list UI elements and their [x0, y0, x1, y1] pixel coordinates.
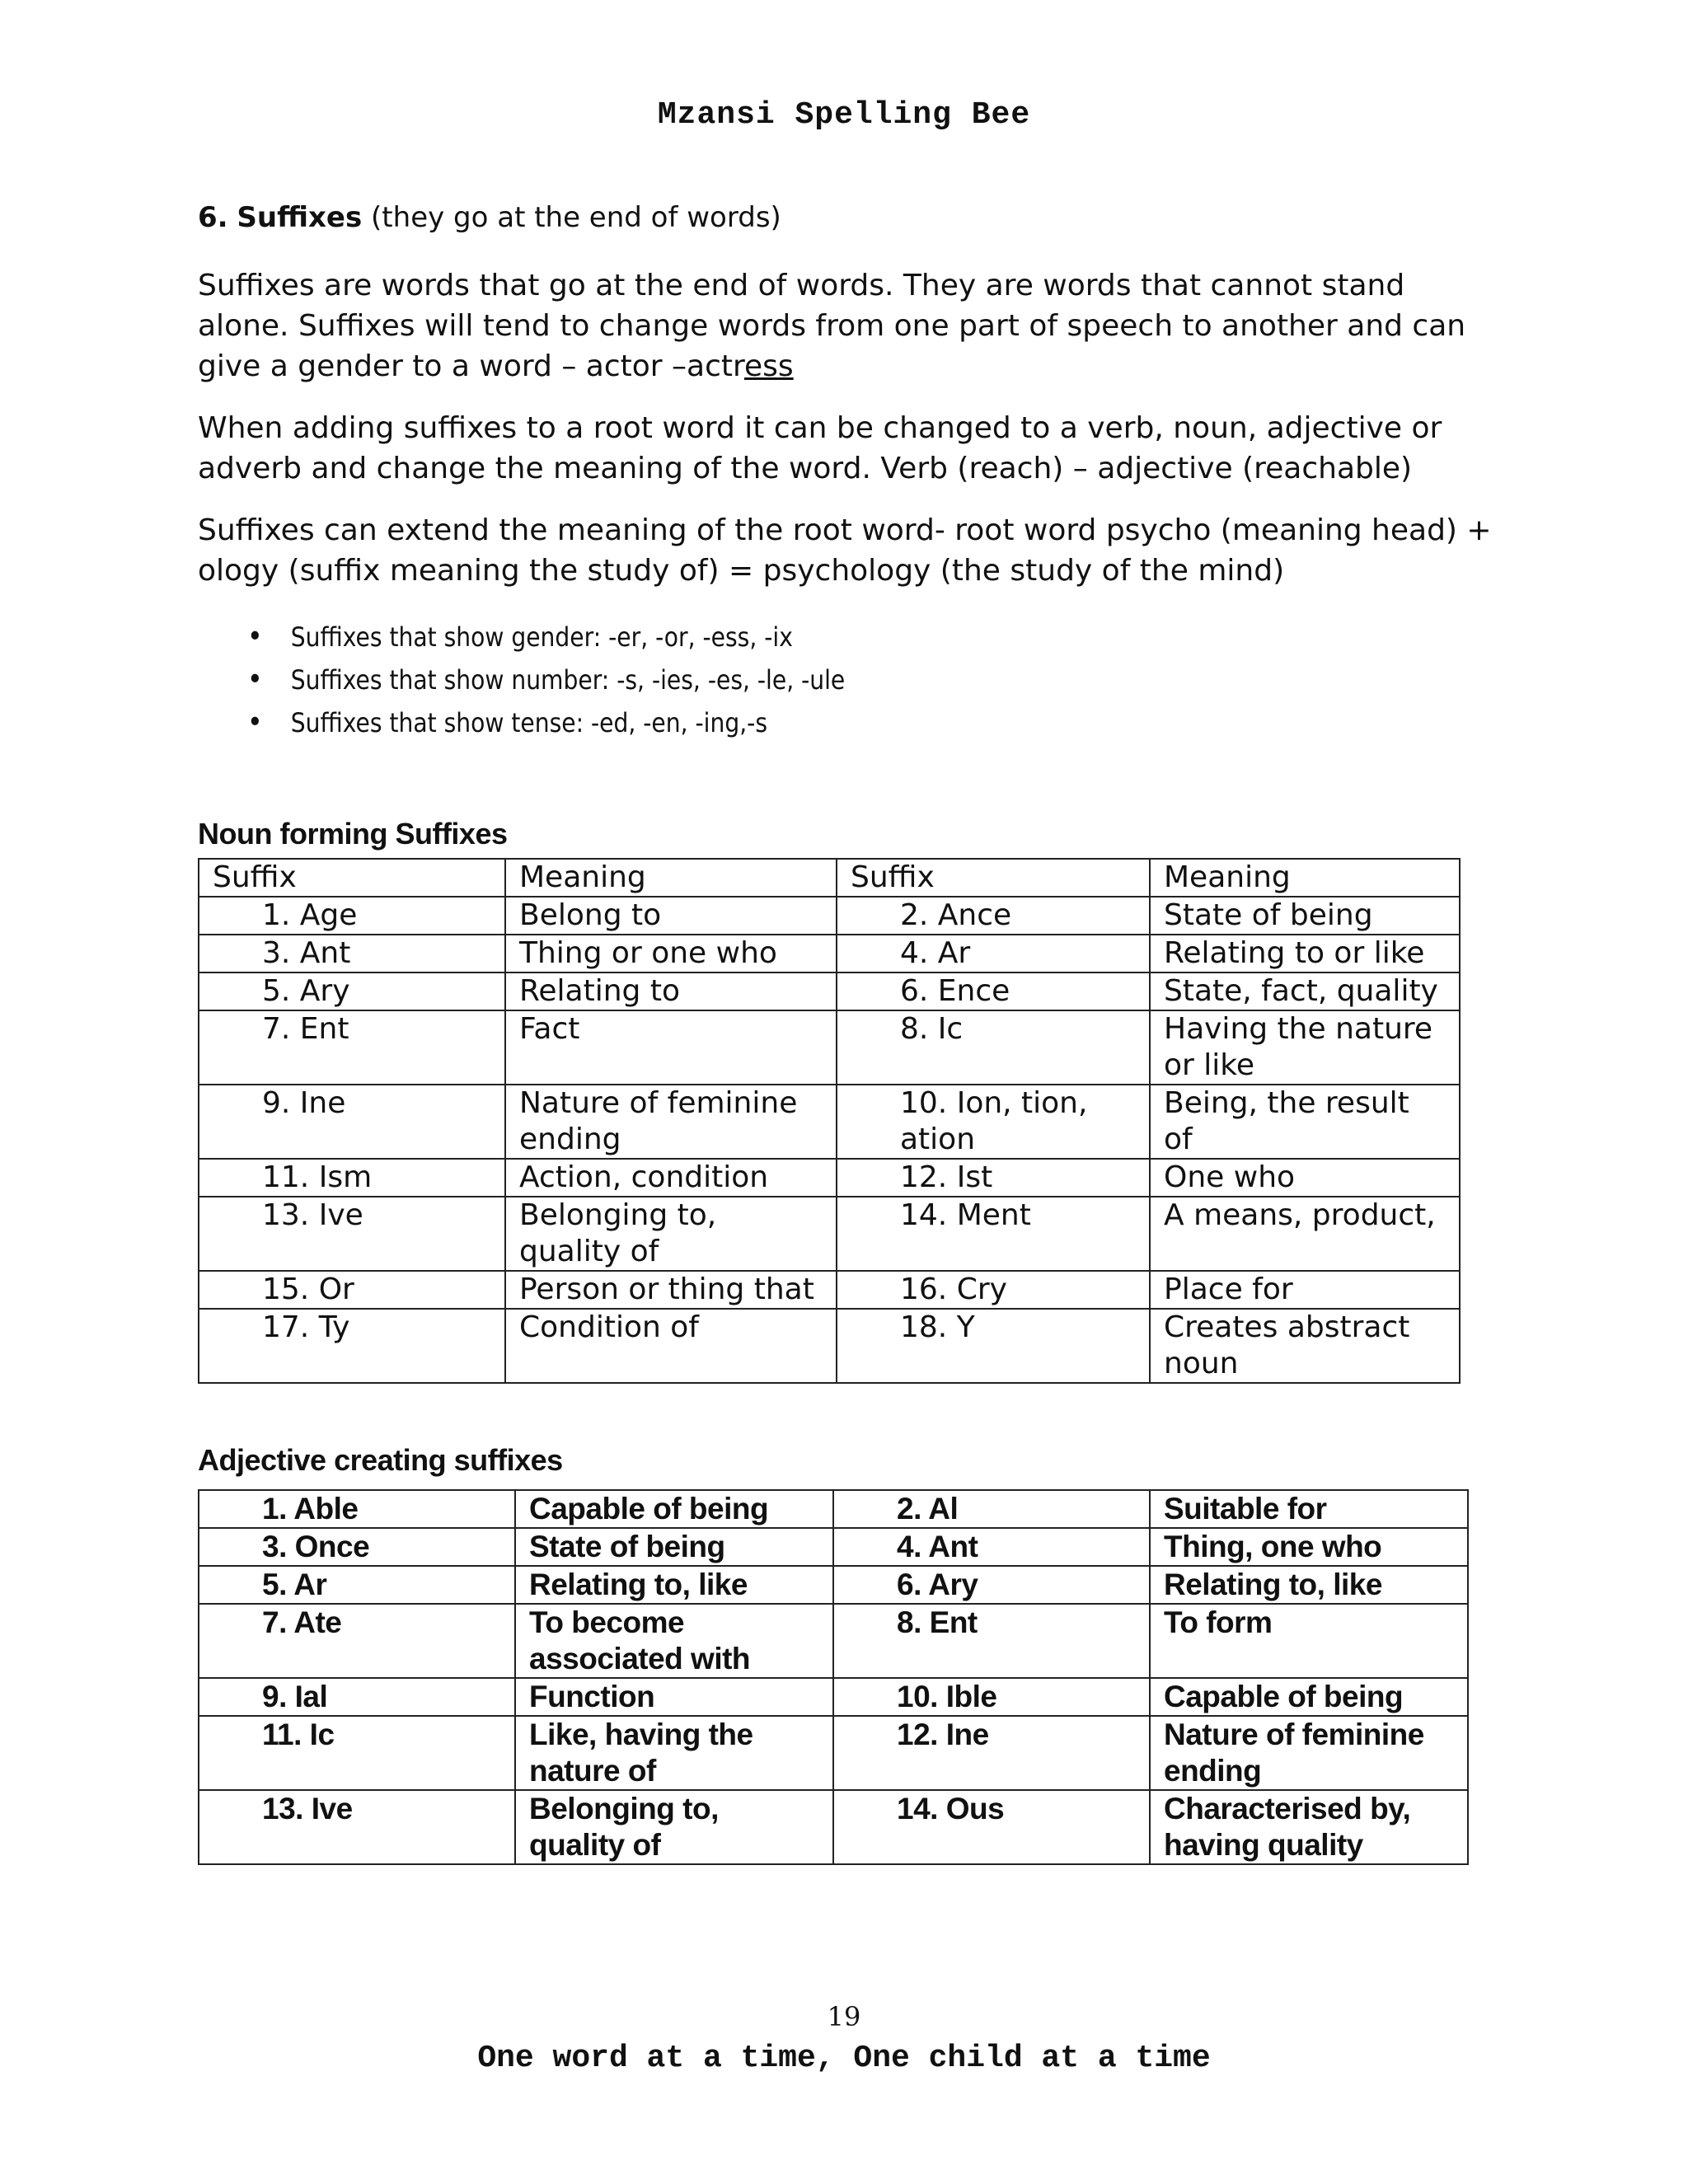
table-row	[199, 1085, 1460, 1159]
meaning-cell: Function	[515, 1678, 833, 1716]
table-row	[199, 1010, 1460, 1085]
noun-table-title: Noun forming Suffixes	[198, 817, 508, 851]
meaning-cell: State of being	[515, 1528, 833, 1566]
suffix-cell: 7. Ate	[199, 1604, 515, 1678]
suffix-cell: 11. Ic	[199, 1716, 515, 1790]
table-header-cell: Suffix	[837, 859, 1150, 897]
meaning-cell: Relating to, like	[515, 1566, 833, 1604]
suffix-cell: 6. Ary	[833, 1566, 1150, 1604]
meaning-cell: Condition of	[505, 1309, 837, 1383]
suffix-bullet-list	[247, 616, 1500, 744]
suffix-cell: 10. Ible	[833, 1678, 1150, 1716]
bullet-item	[247, 658, 1350, 701]
suffix-cell: 5. Ary	[199, 972, 505, 1010]
suffix-cell: 16. Cry	[837, 1271, 1150, 1309]
footer-slogan: One word at a time, One child at a time	[477, 2041, 1211, 2076]
suffix-cell: 14. Ous	[833, 1790, 1150, 1864]
page-number: 19	[827, 2001, 861, 2032]
table-header-cell: Suffix	[199, 859, 505, 897]
table-row	[199, 1678, 1468, 1716]
paragraph-definition-text: Suffixes are words that go at the end of words. They are words that cannot stand alone. Suffixes will tend to change words from one part of speech to another and can give a gender to a word – actor –actr	[198, 269, 1466, 383]
table-row	[199, 1528, 1468, 1566]
table-header-cell: Meaning	[505, 859, 837, 897]
bullet-text: Suffixes that show gender: -er, -or, -ess, -ix	[290, 621, 793, 653]
table-header-row	[199, 859, 1460, 897]
suffix-cell: 1. Able	[199, 1490, 515, 1528]
table-row	[199, 1309, 1460, 1383]
meaning-cell: Creates abstract noun	[1150, 1309, 1460, 1383]
adjective-table-title: Adjective creating suffixes	[198, 1443, 563, 1477]
suffix-cell: 1. Age	[199, 897, 505, 935]
suffix-cell: 3. Ant	[199, 935, 505, 972]
meaning-cell: Belong to	[505, 897, 837, 935]
suffix-cell: 7. Ent	[199, 1010, 505, 1085]
meaning-cell: Person or thing that	[505, 1271, 837, 1309]
table-row	[199, 897, 1460, 935]
suffix-cell: 3. Once	[199, 1528, 515, 1566]
meaning-cell: Having the nature or like	[1150, 1010, 1460, 1085]
suffix-cell: 4. Ant	[833, 1528, 1150, 1566]
meaning-cell: To become associated with	[515, 1604, 833, 1678]
bullet-dot-icon: •	[247, 705, 263, 739]
section-subtitle: (they go at the end of words)	[371, 201, 781, 234]
meaning-cell: Nature of feminine ending	[1150, 1716, 1468, 1790]
suffix-cell: 9. Ine	[199, 1085, 505, 1159]
suffix-cell: 10. Ion, tion, ation	[837, 1085, 1150, 1159]
table-row	[199, 1159, 1460, 1197]
noun-suffix-table	[198, 858, 1461, 1384]
meaning-cell: Relating to	[505, 972, 837, 1010]
suffix-cell: 12. Ine	[833, 1716, 1150, 1790]
bullet-text: Suffixes that show tense: -ed, -en, -ing,-s	[290, 707, 768, 738]
bullet-text: Suffixes that show number: -s, -ies, -es, -le, -ule	[290, 664, 846, 696]
meaning-cell: Relating to or like	[1150, 935, 1460, 972]
suffix-cell: 2. Al	[833, 1490, 1150, 1528]
meaning-cell: Place for	[1150, 1271, 1460, 1309]
meaning-cell: One who	[1150, 1159, 1460, 1197]
meaning-cell: Belonging to, quality of	[515, 1790, 833, 1864]
suffix-cell: 4. Ar	[837, 935, 1150, 972]
adjective-suffix-table	[198, 1489, 1469, 1865]
table-row	[199, 1197, 1460, 1271]
meaning-cell: Action, condition	[505, 1159, 837, 1197]
suffix-cell: 12. Ist	[837, 1159, 1150, 1197]
suffix-cell: 14. Ment	[837, 1197, 1150, 1271]
table-row	[199, 1790, 1468, 1864]
meaning-cell: Fact	[505, 1010, 837, 1085]
bullet-item	[247, 701, 1350, 744]
table-row	[199, 1490, 1468, 1528]
paragraph-parts-of-speech: When adding suffixes to a root word it can be changed to a verb, noun, adjective or adverb and change the meaning of the word. Verb (reach) – adjective (reachable)	[198, 411, 1442, 485]
suffix-cell: 5. Ar	[199, 1566, 515, 1604]
suffix-cell: 11. Ism	[199, 1159, 505, 1197]
suffix-cell: 13. Ive	[199, 1197, 505, 1271]
table-row	[199, 1271, 1460, 1309]
table-row	[199, 1716, 1468, 1790]
paragraph-definition-underlined: ess	[744, 349, 794, 383]
meaning-cell: Capable of being	[515, 1490, 833, 1528]
suffix-cell: 17. Ty	[199, 1309, 505, 1383]
table-row	[199, 935, 1460, 972]
meaning-cell: To form	[1150, 1604, 1468, 1678]
bullet-dot-icon: •	[247, 620, 263, 654]
bullet-item	[247, 616, 1350, 658]
meaning-cell: State, fact, quality	[1150, 972, 1460, 1010]
table-row	[199, 1566, 1468, 1604]
suffix-cell: 8. Ent	[833, 1604, 1150, 1678]
section-heading	[198, 198, 1500, 237]
suffix-cell: 18. Y	[837, 1309, 1150, 1383]
meaning-cell: Belonging to, quality of	[505, 1197, 837, 1271]
meaning-cell: Like, having the nature of	[515, 1716, 833, 1790]
meaning-cell: State of being	[1150, 897, 1460, 935]
table-row	[199, 972, 1460, 1010]
page-header-title: Mzansi Spelling Bee	[657, 97, 1031, 133]
meaning-cell: Characterised by, having quality	[1150, 1790, 1468, 1864]
paragraph-extend-meaning: Suffixes can extend the meaning of the root word- root word psycho (meaning head) + ology (suffix meaning the study of) = psychology (the study of the mind)	[198, 513, 1492, 588]
section-number: 6.	[198, 201, 228, 234]
page-content	[198, 198, 1500, 1865]
suffix-cell: 6. Ence	[837, 972, 1150, 1010]
meaning-cell: Being, the result of	[1150, 1085, 1460, 1159]
meaning-cell: Suitable for	[1150, 1490, 1468, 1528]
table-row	[199, 1604, 1468, 1678]
suffix-cell: 9. Ial	[199, 1678, 515, 1716]
meaning-cell: Nature of feminine ending	[505, 1085, 837, 1159]
meaning-cell: A means, product,	[1150, 1197, 1460, 1271]
meaning-cell: Thing, one who	[1150, 1528, 1468, 1566]
suffix-cell: 13. Ive	[199, 1790, 515, 1864]
bullet-dot-icon: •	[247, 663, 263, 696]
suffix-cell: 8. Ic	[837, 1010, 1150, 1085]
suffix-cell: 15. Or	[199, 1271, 505, 1309]
table-header-cell: Meaning	[1150, 859, 1460, 897]
meaning-cell: Capable of being	[1150, 1678, 1468, 1716]
suffix-cell: 2. Ance	[837, 897, 1150, 935]
paragraph-definition	[198, 265, 1500, 387]
meaning-cell: Relating to, like	[1150, 1566, 1468, 1604]
section-title: Suffixes	[237, 201, 363, 234]
meaning-cell: Thing or one who	[505, 935, 837, 972]
